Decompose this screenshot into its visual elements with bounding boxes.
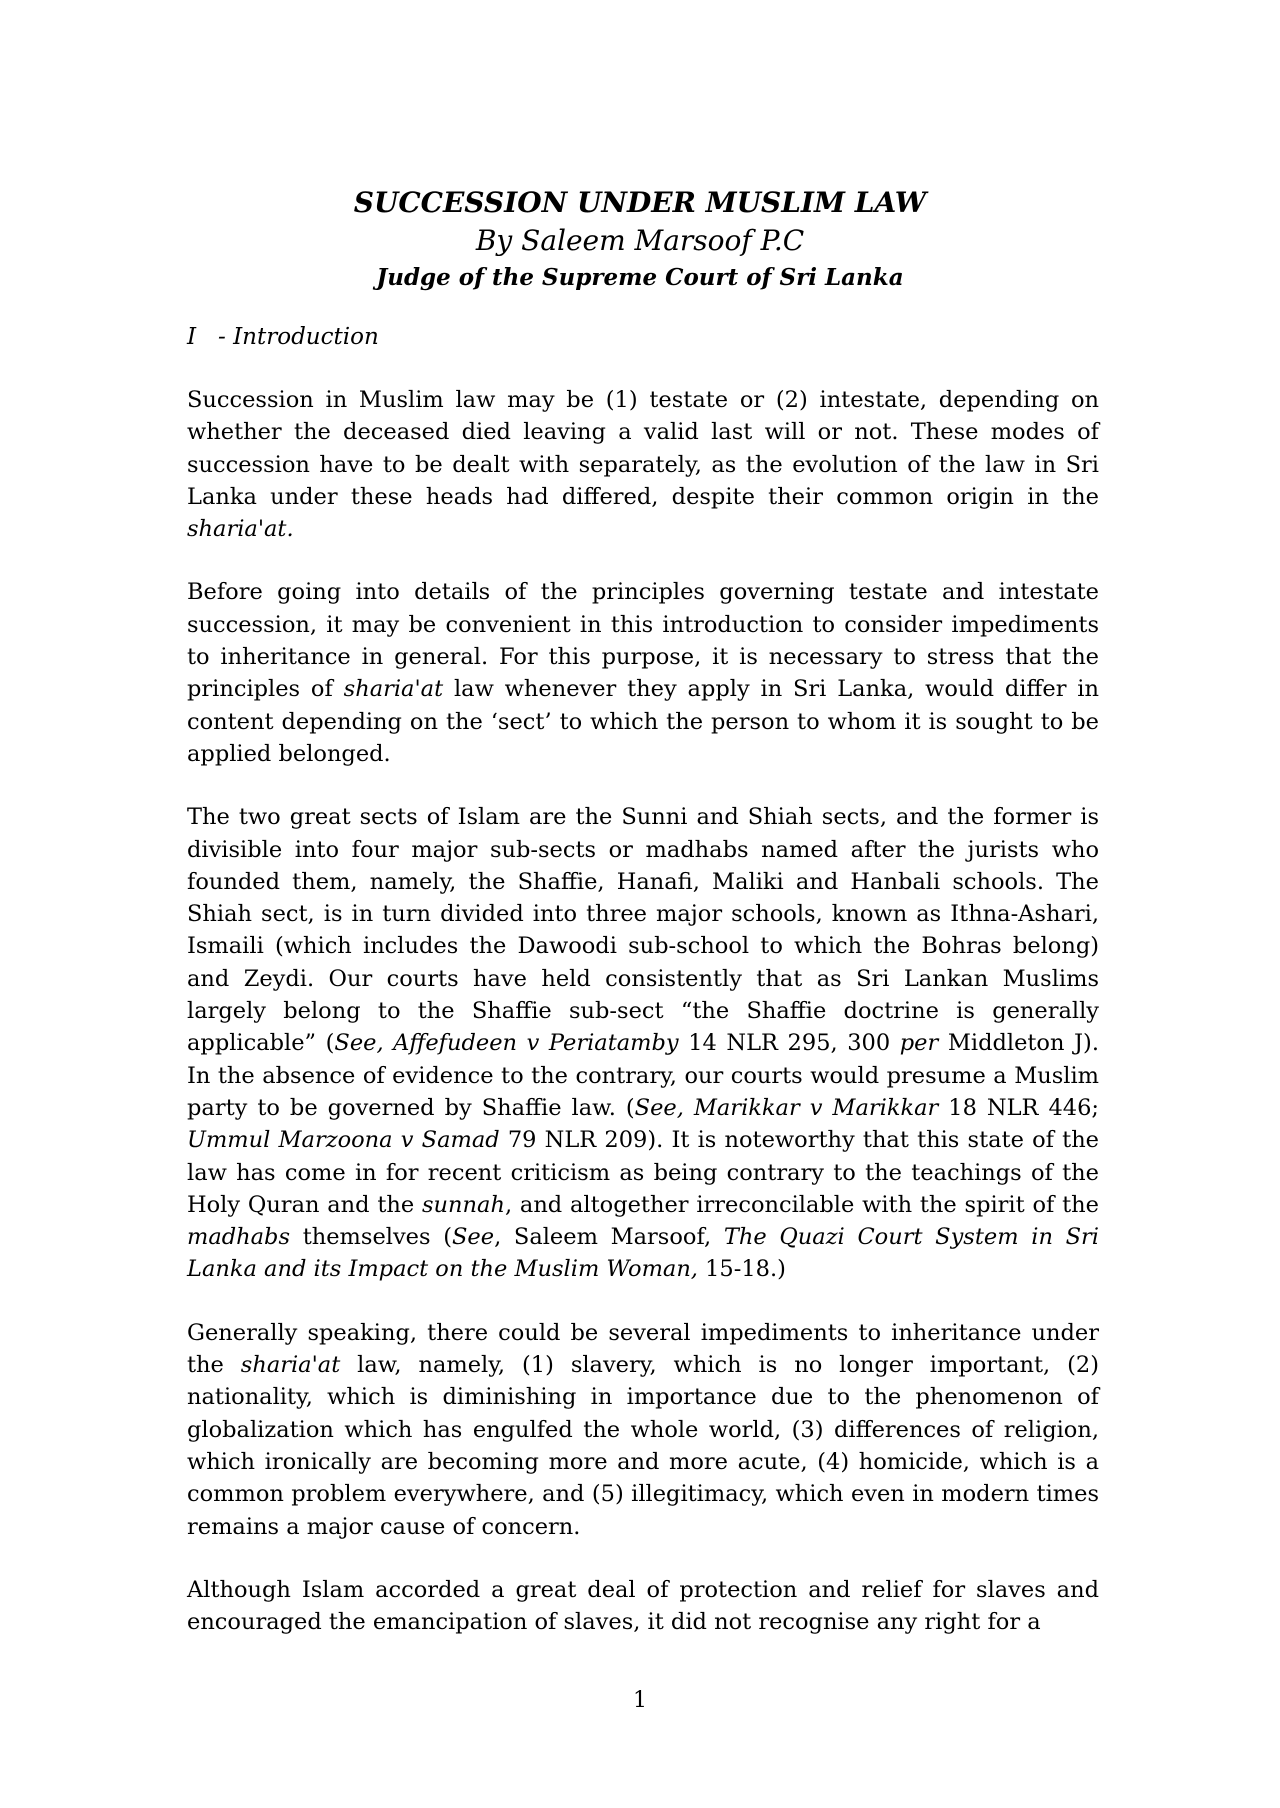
italic-run: See, Affefudeen v Periatamby: [334, 1030, 679, 1057]
paragraph: [187, 576, 1099, 770]
text-run: 14 NLR 295, 300: [678, 1030, 900, 1057]
text-run: Before going into details of the principles governing testate and intestate succession, it may be convenient in this introduction to consider impediments to inheritance in general. For this purpose, it is necessary to stress that the principles of: [187, 579, 1099, 703]
italic-run: sharia'at.: [187, 516, 294, 543]
paragraph: [187, 1317, 1099, 1543]
paragraph: [187, 801, 1099, 1285]
text-run: , Saleem Marsoof,: [494, 1224, 724, 1251]
text-run: 18 NLR 446;: [938, 1094, 1099, 1121]
text-run: The two great sects of Islam are the Sunni and Shiah sects, and the former is divisible into four major sub-sects or madhabs named after the jurists who founded them, namely, the Shaffie, Hanafi, Maliki and Hanbali schools. The Shiah sect, is in turn divided into three major schools, known as Ithna-Ashari, Ismaili (which includes the Dawoodi sub-school to which the Bohras belong) and Zeydi. Our courts have held consistently that as Sri Lankan Muslims largely belong to the Shaffie sub-sect “the Shaffie doctrine is generally applicable” (: [187, 804, 1099, 1057]
italic-run: madhabs: [187, 1224, 291, 1251]
paragraph: [187, 384, 1099, 545]
text-run: themselves (: [290, 1224, 453, 1251]
italic-run: The Quazi Court System in Sri Lanka and its Impact on the Muslim Woman,: [187, 1224, 1099, 1283]
body-text: [187, 384, 1099, 1669]
italic-run: See: [452, 1224, 495, 1251]
text-run: law, namely, (1) slavery, which is no longer important, (2) nationality, which is diminishing in importance due to the phenomenon of globalization which has engulfed the whole world, (3) differences of religion, which ironically are becoming more and more acute, (4) homicide, which is a common problem everywhere, and (5) illegitimacy, which even in modern times remains a major cause of concern.: [187, 1352, 1099, 1540]
author-position: Judge of the Supreme Court of Sri Lanka: [376, 264, 904, 291]
italic-run: per: [899, 1030, 939, 1057]
author-line: By Saleem Marsoof P.C: [475, 224, 805, 257]
text-run: Although Islam accorded a great deal of protection and relief for slaves and encouraged the emancipation of slaves, it did not recognise any right for a: [187, 1576, 1099, 1636]
italic-run: sharia'at: [343, 676, 444, 703]
page-number: 1: [633, 1688, 647, 1713]
italic-run: See, Marikkar v Marikkar: [634, 1094, 939, 1121]
document-title: SUCCESSION UNDER MUSLIM LAW: [353, 186, 927, 219]
text-run: law whenever they apply in Sri Lanka, would differ in content depending on the ‘sect’ to which the person to whom it is sought to be applied belonged.: [187, 676, 1099, 767]
italic-run: Ummul Marzoona v Samad: [187, 1127, 500, 1154]
text-run: Generally speaking, there could be several impediments to inheritance under the: [187, 1319, 1099, 1379]
italic-run: sharia'at: [240, 1352, 341, 1379]
text-run: , and altogether irreconcilable with the spirit of the: [504, 1191, 1099, 1218]
section-heading: I - Introduction: [187, 324, 379, 350]
paragraph: [187, 1574, 1099, 1639]
text-run: 15-18.): [697, 1256, 786, 1283]
italic-run: sunnah: [422, 1191, 505, 1218]
text-run: Succession in Muslim law may be (1) testate or (2) intestate, depending on whether the deceased died leaving a valid last will or not. These modes of succession have to be dealt with separately, as the evolution of the law in Sri Lanka under these heads had differed, despite their common origin in the: [187, 387, 1099, 510]
text-run: 79 NLR 209). It is noteworthy that this state of the law has come in for recent criticism as being contrary to the teachings of the Holy Quran and the: [187, 1127, 1099, 1218]
text-run: Middleton J). In the absence of evidence to the contrary, our courts would presume a Muslim party to be governed by Shaffie law. (: [187, 1030, 1099, 1121]
